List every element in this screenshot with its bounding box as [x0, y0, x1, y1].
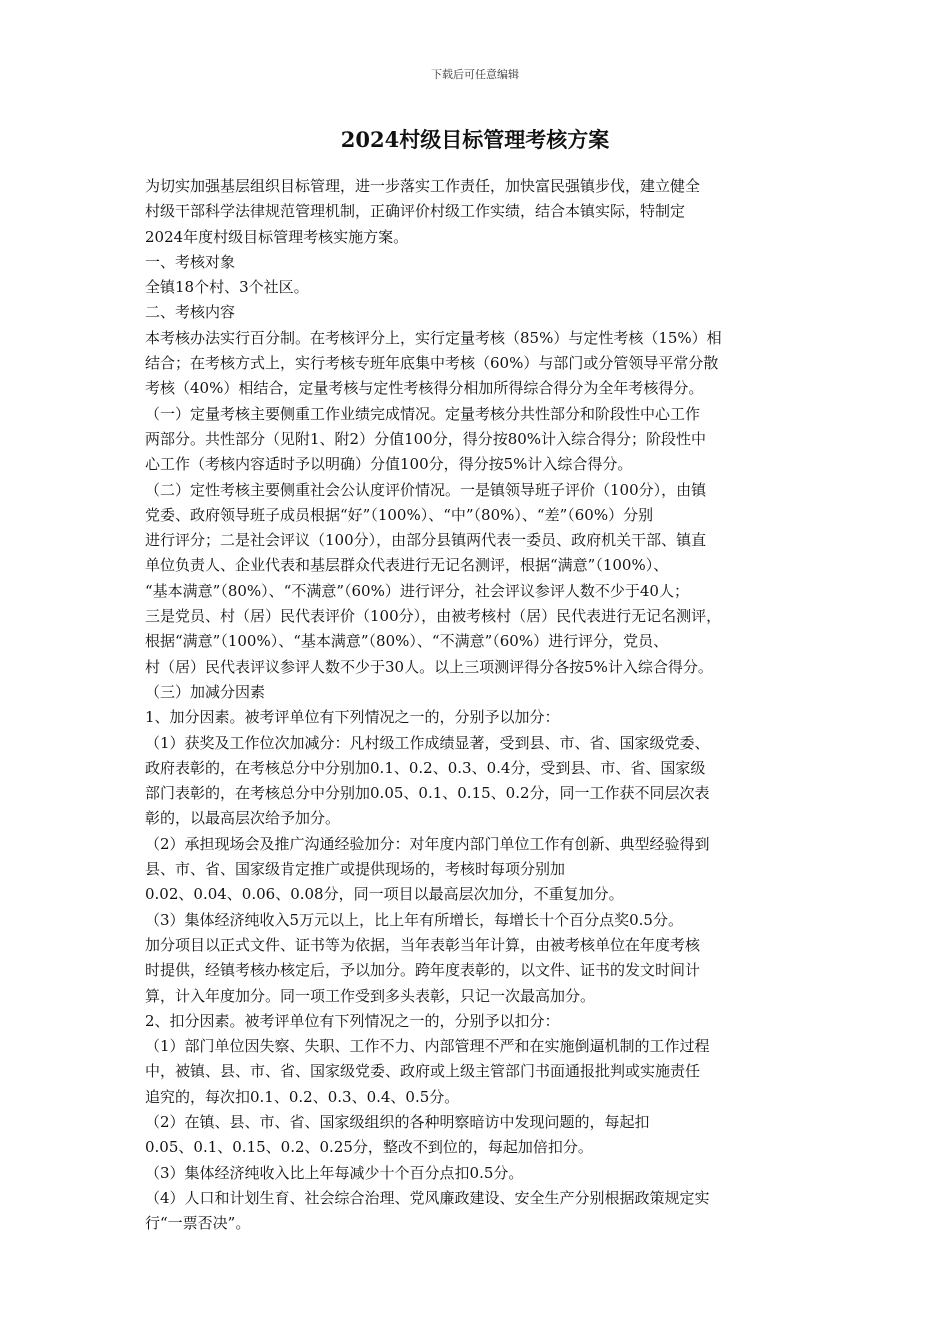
text-line: 单位负责人、企业代表和基层群众代表进行无记名测评，根据“满意”（100%）、	[145, 556, 669, 575]
text-line: 二、考核内容	[145, 303, 236, 322]
document-title: 2024村级目标管理考核方案	[340, 127, 610, 152]
text-line: （二）定性考核主要侧重社会公认度评价情况。一是镇领导班子评价（100分），由镇	[145, 480, 707, 499]
text-line: 两部分。共性部分（见附1、附2）分值100分，得分按80%计入综合得分；阶段性中	[145, 429, 707, 448]
text-line: （三）加减分因素	[145, 682, 266, 701]
text-line: 党委、政府领导班子成员根据“好”（100%）、“中”（80%）、“差”（60%）分别	[145, 505, 654, 524]
text-line: 进行评分；二是社会评议（100分），由部分县镇两代表一委员、政府机关干部、镇直	[145, 531, 707, 550]
text-line: 三是党员、村（居）民代表评价（100分），由被考核村（居）民代表进行无记名测评，	[145, 607, 722, 626]
text-line: 为切实加强基层组织目标管理，进一步落实工作责任，加快富民强镇步伐，建立健全	[145, 177, 701, 195]
text-line: 追究的，每次扣0.1、0.2、0.3、0.4、0.5分。	[145, 1087, 460, 1106]
text-line: 部门表彰的，在考核总分中分别加0.05、0.1、0.15、0.2分，同一工作获不同层次表	[145, 784, 710, 803]
text-line: （4）人口和计划生育、社会综合治理、党风廉政建设、安全生产分别根据政策规定实	[145, 1188, 710, 1207]
text-line: 1、加分因素。被考评单位有下列情况之一的，分别予以加分：	[145, 708, 560, 727]
text-line: 行“一票否决”。	[145, 1214, 251, 1233]
text-line: 心工作（考核内容适时予以明确）分值100分，得分按5%计入综合得分。	[145, 455, 633, 474]
text-line: 时提供，经镇考核办核定后，予以加分。跨年度表彰的，以文件、证书的发文时间计	[145, 961, 701, 980]
text-line: 加分项目以正式文件、证书等为依据，当年表彰当年计算，由被考核单位在年度考核	[145, 935, 701, 954]
text-line: （3）集体经济纯收入比上年每减少十个百分点扣0.5分。	[145, 1163, 524, 1182]
download-note: 下载后可任意编辑	[431, 68, 519, 81]
text-line: （3）集体经济纯收入5万元以上，比上年有所增长，每增长十个百分点奖0.5分。	[145, 910, 683, 929]
text-line: 结合；在考核方式上，实行考核专班年底集中考核（60%）与部门或分管领导平常分散	[145, 354, 719, 373]
text-line: （1）获奖及工作位次加减分：凡村级工作成绩显著，受到县、市、省、国家级党委、	[145, 733, 710, 752]
text-line: 彰的，以最高层次给予加分。	[145, 809, 341, 828]
text-line: “基本满意”（80%）、“不满意”（60%）进行评分，社会评议参评人数不少于40人；	[145, 581, 689, 600]
text-line: 县、市、省、国家级肯定推广或提供现场的，考核时每项分别加	[145, 860, 566, 879]
text-line: 考核（40%）相结合，定量考核与定性考核得分相加所得综合得分为全年考核得分。	[145, 379, 704, 398]
text-line: 根据“满意”（100%）、“基本满意”（80%）、“不满意”（60%）进行评分，党员、	[145, 632, 669, 651]
text-line: 村（居）民代表评议参评人数不少于30人。以上三项测评得分各按5%计入综合得分。	[145, 657, 713, 676]
text-line: 全镇18个村、3个社区。	[145, 278, 309, 297]
text-line: 2、扣分因素。被考评单位有下列情况之一的，分别予以扣分：	[145, 1011, 560, 1030]
text-line: 2024年度村级目标管理考核实施方案。	[145, 227, 409, 246]
text-line: 政府表彰的，在考核总分中分别加0.1、0.2、0.3、0.4分，受到县、市、省、国家级	[145, 758, 706, 777]
text-line: （一）定量考核主要侧重工作业绩完成情况。定量考核分共性部分和阶段性中心工作	[145, 404, 701, 423]
text-line: 村级干部科学法律规范管理机制，正确评价村级工作实绩，结合本镇实际，特制定	[145, 202, 686, 221]
text-line: （2）在镇、县、市、省、国家级组织的各种明察暗访中发现问题的，每起扣	[145, 1112, 650, 1131]
text-line: 本考核办法实行百分制。在考核评分上，实行定量考核（85%）与定性考核（15%）相	[145, 328, 722, 347]
text-line: 中，被镇、县、市、省、国家级党委、政府或上级主管部门书面通报批判或实施责任	[145, 1062, 701, 1081]
text-line: 0.05、0.1、0.15、0.2、0.25分，整改不到位的，每起加倍扣分。	[145, 1138, 593, 1157]
text-line: （1）部门单位因失察、失职、工作不力、内部管理不严和在实施倒逼机制的工作过程	[145, 1037, 710, 1056]
document-body	[145, 174, 825, 1236]
text-line: 0.02、0.04、0.06、0.08分，同一项目以最高层次加分，不重复加分。	[145, 885, 624, 904]
text-line: 算，计入年度加分。同一项工作受到多头表彰，只记一次最高加分。	[145, 986, 596, 1005]
text-line: 一、考核对象	[145, 252, 236, 271]
text-line: （2）承担现场会及推广沟通经验加分：对年度内部门单位工作有创新、典型经验得到	[145, 834, 710, 853]
